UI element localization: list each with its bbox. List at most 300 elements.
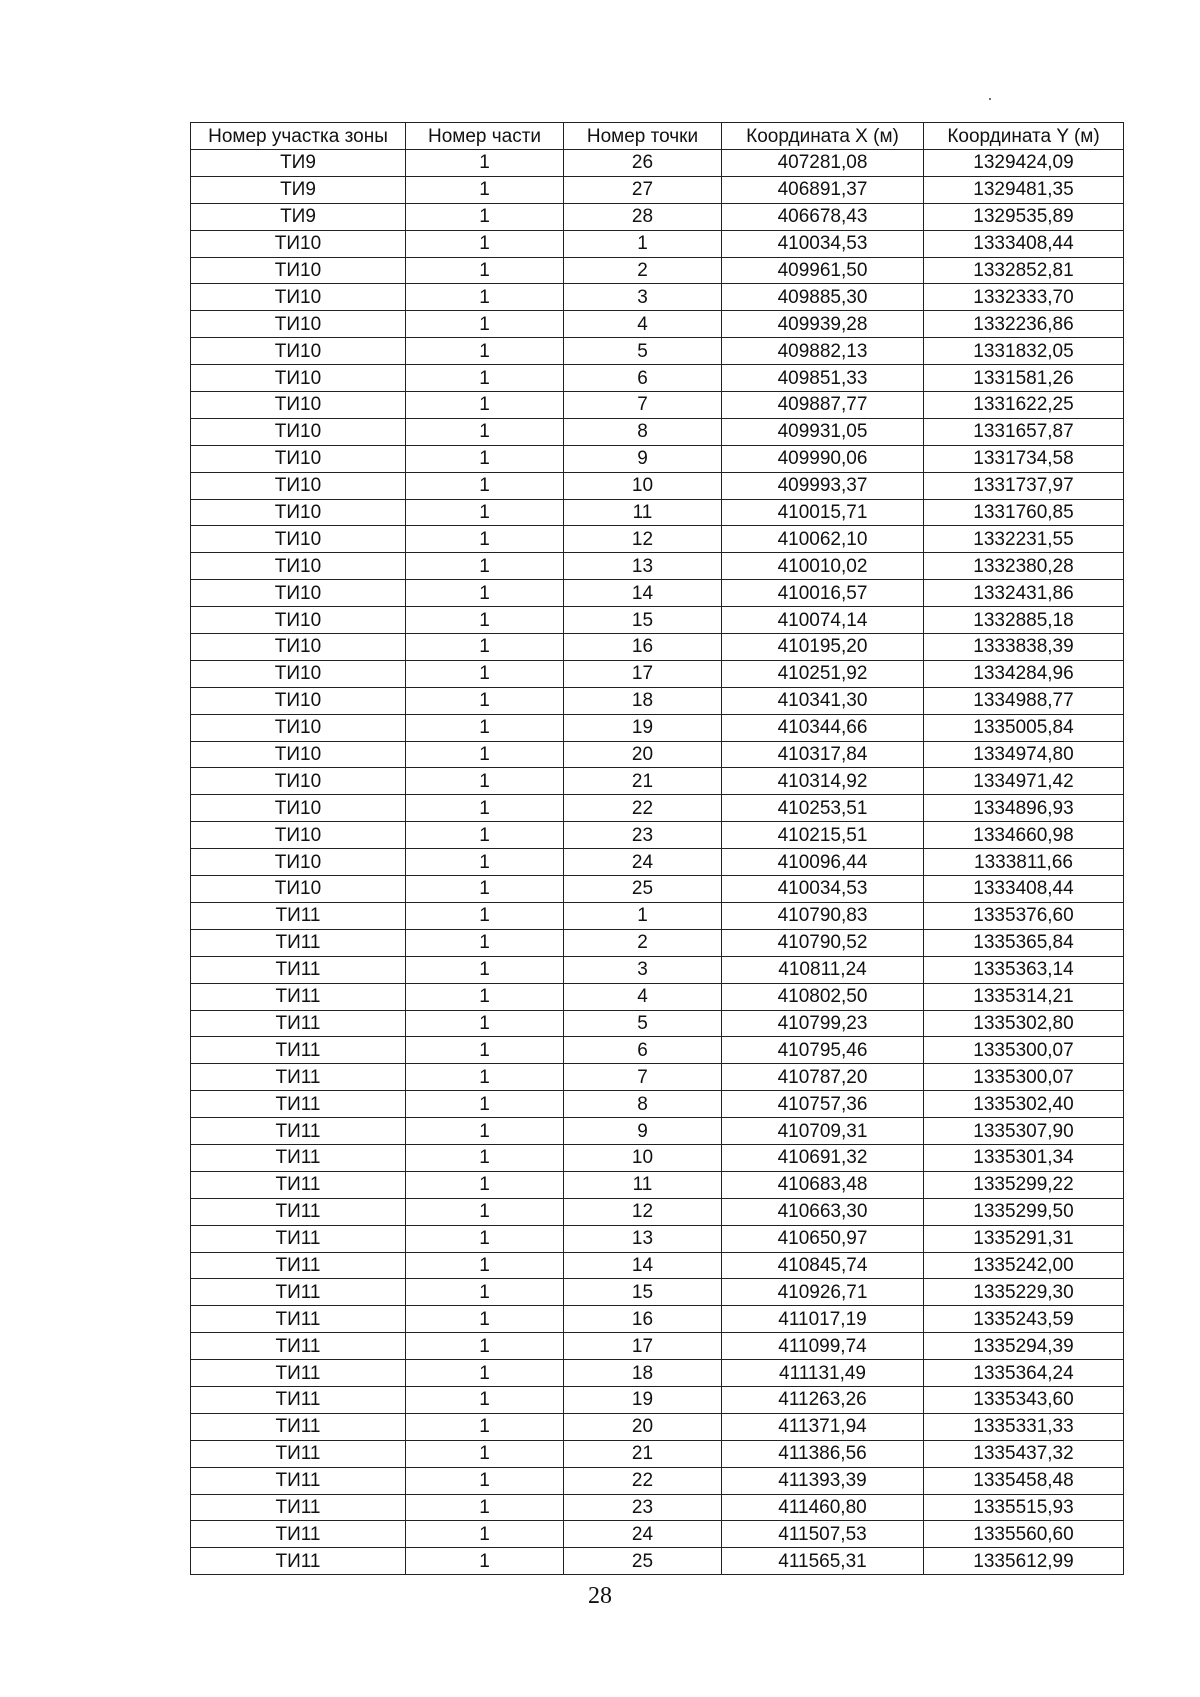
cell-part-number: 1 <box>406 176 564 203</box>
cell-coordinate-x: 410195,20 <box>722 634 924 661</box>
cell-coordinate-y: 1332333,70 <box>924 284 1124 311</box>
cell-part-number: 1 <box>406 714 564 741</box>
cell-point-number: 2 <box>564 257 722 284</box>
table-row <box>191 1413 1124 1440</box>
cell-zone-section: ТИ10 <box>191 499 406 526</box>
cell-zone-section: ТИ10 <box>191 392 406 419</box>
cell-part-number: 1 <box>406 1118 564 1145</box>
cell-zone-section: ТИ10 <box>191 822 406 849</box>
table-row <box>191 660 1124 687</box>
cell-part-number: 1 <box>406 499 564 526</box>
cell-part-number: 1 <box>406 1494 564 1521</box>
cell-point-number: 18 <box>564 1360 722 1387</box>
cell-coordinate-y: 1335300,07 <box>924 1064 1124 1091</box>
cell-coordinate-x: 410926,71 <box>722 1279 924 1306</box>
cell-zone-section: ТИ11 <box>191 1010 406 1037</box>
cell-point-number: 24 <box>564 849 722 876</box>
cell-coordinate-x: 411263,26 <box>722 1386 924 1413</box>
table-row <box>191 1386 1124 1413</box>
cell-coordinate-x: 411131,49 <box>722 1360 924 1387</box>
cell-part-number: 1 <box>406 1171 564 1198</box>
cell-coordinate-x: 409990,06 <box>722 445 924 472</box>
table-row <box>191 741 1124 768</box>
cell-point-number: 17 <box>564 1333 722 1360</box>
cell-part-number: 1 <box>406 392 564 419</box>
cell-part-number: 1 <box>406 1091 564 1118</box>
cell-part-number: 1 <box>406 1521 564 1548</box>
cell-zone-section: ТИ10 <box>191 795 406 822</box>
header-coordinate-x: Координата X (м) <box>722 123 924 150</box>
cell-coordinate-x: 410709,31 <box>722 1118 924 1145</box>
table-row <box>191 822 1124 849</box>
cell-zone-section: ТИ11 <box>191 1494 406 1521</box>
cell-zone-section: ТИ10 <box>191 607 406 634</box>
cell-point-number: 14 <box>564 1252 722 1279</box>
cell-zone-section: ТИ10 <box>191 741 406 768</box>
cell-part-number: 1 <box>406 902 564 929</box>
cell-point-number: 1 <box>564 230 722 257</box>
cell-coordinate-x: 409961,50 <box>722 257 924 284</box>
cell-coordinate-y: 1331581,26 <box>924 365 1124 392</box>
cell-part-number: 1 <box>406 1198 564 1225</box>
cell-coordinate-x: 410253,51 <box>722 795 924 822</box>
cell-coordinate-x: 410691,32 <box>722 1144 924 1171</box>
cell-coordinate-y: 1335458,48 <box>924 1467 1124 1494</box>
cell-point-number: 25 <box>564 876 722 903</box>
table-row <box>191 580 1124 607</box>
cell-zone-section: ТИ10 <box>191 230 406 257</box>
cell-zone-section: ТИ10 <box>191 580 406 607</box>
cell-point-number: 12 <box>564 1198 722 1225</box>
cell-coordinate-y: 1334974,80 <box>924 741 1124 768</box>
cell-point-number: 23 <box>564 1494 722 1521</box>
cell-coordinate-x: 410757,36 <box>722 1091 924 1118</box>
table-row <box>191 1091 1124 1118</box>
cell-point-number: 4 <box>564 311 722 338</box>
table-row <box>191 392 1124 419</box>
cell-part-number: 1 <box>406 1467 564 1494</box>
cell-part-number: 1 <box>406 580 564 607</box>
cell-coordinate-y: 1335005,84 <box>924 714 1124 741</box>
cell-coordinate-x: 411371,94 <box>722 1413 924 1440</box>
cell-zone-section: ТИ11 <box>191 1118 406 1145</box>
table-row <box>191 1225 1124 1252</box>
cell-point-number: 24 <box>564 1521 722 1548</box>
cell-coordinate-y: 1331760,85 <box>924 499 1124 526</box>
coordinates-table <box>190 122 1124 1575</box>
cell-coordinate-x: 411507,53 <box>722 1521 924 1548</box>
header-part-number: Номер части <box>406 123 564 150</box>
cell-coordinate-y: 1331734,58 <box>924 445 1124 472</box>
cell-zone-section: ТИ10 <box>191 876 406 903</box>
cell-zone-section: ТИ10 <box>191 284 406 311</box>
cell-coordinate-y: 1335229,30 <box>924 1279 1124 1306</box>
cell-zone-section: ТИ10 <box>191 338 406 365</box>
cell-part-number: 1 <box>406 822 564 849</box>
cell-coordinate-y: 1335612,99 <box>924 1548 1124 1575</box>
cell-part-number: 1 <box>406 365 564 392</box>
cell-coordinate-y: 1335291,31 <box>924 1225 1124 1252</box>
cell-coordinate-x: 406678,43 <box>722 203 924 230</box>
cell-coordinate-x: 407281,08 <box>722 150 924 177</box>
cell-point-number: 8 <box>564 418 722 445</box>
table-row <box>191 1198 1124 1225</box>
cell-zone-section: ТИ10 <box>191 472 406 499</box>
table-row <box>191 902 1124 929</box>
cell-part-number: 1 <box>406 1440 564 1467</box>
cell-part-number: 1 <box>406 445 564 472</box>
cell-coordinate-y: 1334971,42 <box>924 768 1124 795</box>
table-row <box>191 1010 1124 1037</box>
cell-coordinate-x: 410683,48 <box>722 1171 924 1198</box>
cell-part-number: 1 <box>406 230 564 257</box>
cell-point-number: 15 <box>564 607 722 634</box>
cell-zone-section: ТИ11 <box>191 1306 406 1333</box>
cell-point-number: 2 <box>564 929 722 956</box>
cell-part-number: 1 <box>406 660 564 687</box>
cell-coordinate-y: 1331832,05 <box>924 338 1124 365</box>
cell-point-number: 13 <box>564 553 722 580</box>
cell-point-number: 19 <box>564 1386 722 1413</box>
cell-point-number: 16 <box>564 1306 722 1333</box>
cell-zone-section: ТИ11 <box>191 902 406 929</box>
table-body <box>191 150 1124 1575</box>
cell-coordinate-y: 1335560,60 <box>924 1521 1124 1548</box>
cell-point-number: 17 <box>564 660 722 687</box>
cell-point-number: 22 <box>564 795 722 822</box>
cell-coordinate-x: 410215,51 <box>722 822 924 849</box>
cell-coordinate-y: 1335363,14 <box>924 956 1124 983</box>
cell-zone-section: ТИ11 <box>191 1440 406 1467</box>
cell-coordinate-x: 410010,02 <box>722 553 924 580</box>
cell-coordinate-y: 1334988,77 <box>924 687 1124 714</box>
cell-point-number: 6 <box>564 365 722 392</box>
cell-point-number: 20 <box>564 1413 722 1440</box>
cell-part-number: 1 <box>406 1333 564 1360</box>
cell-coordinate-y: 1335364,24 <box>924 1360 1124 1387</box>
table-row <box>191 634 1124 661</box>
cell-coordinate-x: 411460,80 <box>722 1494 924 1521</box>
cell-coordinate-x: 409882,13 <box>722 338 924 365</box>
scan-speck <box>989 98 991 100</box>
header-point-number: Номер точки <box>564 123 722 150</box>
table-row <box>191 1306 1124 1333</box>
table-row <box>191 338 1124 365</box>
cell-coordinate-x: 410650,97 <box>722 1225 924 1252</box>
cell-coordinate-x: 409851,33 <box>722 365 924 392</box>
cell-part-number: 1 <box>406 634 564 661</box>
cell-point-number: 11 <box>564 1171 722 1198</box>
cell-coordinate-y: 1331657,87 <box>924 418 1124 445</box>
cell-coordinate-y: 1335300,07 <box>924 1037 1124 1064</box>
cell-zone-section: ТИ11 <box>191 1360 406 1387</box>
cell-part-number: 1 <box>406 1306 564 1333</box>
cell-coordinate-x: 410074,14 <box>722 607 924 634</box>
cell-part-number: 1 <box>406 1413 564 1440</box>
table-row <box>191 284 1124 311</box>
cell-coordinate-x: 410790,52 <box>722 929 924 956</box>
cell-point-number: 22 <box>564 1467 722 1494</box>
cell-coordinate-x: 410795,46 <box>722 1037 924 1064</box>
header-zone-section: Номер участка зоны <box>191 123 406 150</box>
table-row <box>191 1467 1124 1494</box>
cell-zone-section: ТИ10 <box>191 526 406 553</box>
cell-zone-section: ТИ10 <box>191 418 406 445</box>
cell-zone-section: ТИ11 <box>191 929 406 956</box>
cell-coordinate-x: 410341,30 <box>722 687 924 714</box>
cell-point-number: 14 <box>564 580 722 607</box>
table-row <box>191 929 1124 956</box>
cell-part-number: 1 <box>406 795 564 822</box>
cell-zone-section: ТИ11 <box>191 1252 406 1279</box>
cell-coordinate-x: 406891,37 <box>722 176 924 203</box>
cell-coordinate-y: 1335299,50 <box>924 1198 1124 1225</box>
cell-coordinate-y: 1335343,60 <box>924 1386 1124 1413</box>
cell-coordinate-y: 1335437,32 <box>924 1440 1124 1467</box>
table-row <box>191 1252 1124 1279</box>
page-number: 28 <box>588 1583 612 1609</box>
cell-coordinate-y: 1333838,39 <box>924 634 1124 661</box>
table-row <box>191 849 1124 876</box>
table-row <box>191 1494 1124 1521</box>
cell-coordinate-x: 409885,30 <box>722 284 924 311</box>
cell-coordinate-x: 411565,31 <box>722 1548 924 1575</box>
cell-zone-section: ТИ10 <box>191 660 406 687</box>
cell-coordinate-y: 1332236,86 <box>924 311 1124 338</box>
cell-point-number: 25 <box>564 1548 722 1575</box>
cell-part-number: 1 <box>406 929 564 956</box>
cell-coordinate-x: 410790,83 <box>722 902 924 929</box>
cell-coordinate-x: 410251,92 <box>722 660 924 687</box>
cell-coordinate-x: 410802,50 <box>722 983 924 1010</box>
cell-point-number: 9 <box>564 445 722 472</box>
table-row <box>191 176 1124 203</box>
cell-part-number: 1 <box>406 687 564 714</box>
cell-part-number: 1 <box>406 526 564 553</box>
cell-coordinate-y: 1333811,66 <box>924 849 1124 876</box>
cell-coordinate-y: 1335299,22 <box>924 1171 1124 1198</box>
cell-part-number: 1 <box>406 1037 564 1064</box>
cell-point-number: 23 <box>564 822 722 849</box>
table-row <box>191 956 1124 983</box>
cell-point-number: 4 <box>564 983 722 1010</box>
cell-coordinate-y: 1335515,93 <box>924 1494 1124 1521</box>
cell-point-number: 9 <box>564 1118 722 1145</box>
cell-zone-section: ТИ10 <box>191 634 406 661</box>
cell-coordinate-y: 1335331,33 <box>924 1413 1124 1440</box>
cell-coordinate-y: 1335301,34 <box>924 1144 1124 1171</box>
cell-part-number: 1 <box>406 1144 564 1171</box>
cell-part-number: 1 <box>406 741 564 768</box>
table-row <box>191 1144 1124 1171</box>
cell-zone-section: ТИ10 <box>191 849 406 876</box>
cell-coordinate-y: 1332431,86 <box>924 580 1124 607</box>
cell-point-number: 12 <box>564 526 722 553</box>
cell-coordinate-y: 1331622,25 <box>924 392 1124 419</box>
cell-coordinate-y: 1332885,18 <box>924 607 1124 634</box>
cell-zone-section: ТИ11 <box>191 1333 406 1360</box>
table-row <box>191 607 1124 634</box>
cell-part-number: 1 <box>406 1252 564 1279</box>
cell-part-number: 1 <box>406 257 564 284</box>
cell-point-number: 6 <box>564 1037 722 1064</box>
cell-coordinate-x: 409887,77 <box>722 392 924 419</box>
cell-zone-section: ТИ9 <box>191 203 406 230</box>
cell-point-number: 18 <box>564 687 722 714</box>
cell-zone-section: ТИ11 <box>191 1467 406 1494</box>
table-row <box>191 983 1124 1010</box>
cell-zone-section: ТИ10 <box>191 445 406 472</box>
cell-coordinate-y: 1329535,89 <box>924 203 1124 230</box>
cell-point-number: 8 <box>564 1091 722 1118</box>
cell-point-number: 1 <box>564 902 722 929</box>
cell-coordinate-y: 1335365,84 <box>924 929 1124 956</box>
cell-coordinate-x: 409931,05 <box>722 418 924 445</box>
cell-coordinate-y: 1333408,44 <box>924 230 1124 257</box>
table-row <box>191 1118 1124 1145</box>
cell-part-number: 1 <box>406 1064 564 1091</box>
cell-zone-section: ТИ9 <box>191 176 406 203</box>
cell-point-number: 3 <box>564 956 722 983</box>
cell-part-number: 1 <box>406 150 564 177</box>
cell-zone-section: ТИ11 <box>191 1386 406 1413</box>
table-row <box>191 553 1124 580</box>
table-row <box>191 1360 1124 1387</box>
cell-zone-section: ТИ11 <box>191 1548 406 1575</box>
cell-point-number: 3 <box>564 284 722 311</box>
cell-coordinate-y: 1331737,97 <box>924 472 1124 499</box>
cell-point-number: 10 <box>564 472 722 499</box>
cell-coordinate-x: 410015,71 <box>722 499 924 526</box>
table-row <box>191 472 1124 499</box>
cell-part-number: 1 <box>406 956 564 983</box>
cell-zone-section: ТИ11 <box>191 1144 406 1171</box>
cell-zone-section: ТИ10 <box>191 687 406 714</box>
table-row <box>191 1521 1124 1548</box>
cell-point-number: 27 <box>564 176 722 203</box>
cell-point-number: 19 <box>564 714 722 741</box>
cell-part-number: 1 <box>406 284 564 311</box>
cell-coordinate-x: 410317,84 <box>722 741 924 768</box>
cell-coordinate-y: 1329481,35 <box>924 176 1124 203</box>
table-row <box>191 257 1124 284</box>
cell-part-number: 1 <box>406 203 564 230</box>
cell-zone-section: ТИ10 <box>191 714 406 741</box>
cell-coordinate-x: 410096,44 <box>722 849 924 876</box>
cell-coordinate-x: 410344,66 <box>722 714 924 741</box>
table-header-row <box>191 123 1124 150</box>
cell-coordinate-x: 410016,57 <box>722 580 924 607</box>
cell-coordinate-x: 410314,92 <box>722 768 924 795</box>
cell-point-number: 20 <box>564 741 722 768</box>
cell-coordinate-y: 1335294,39 <box>924 1333 1124 1360</box>
cell-part-number: 1 <box>406 472 564 499</box>
cell-coordinate-y: 1334284,96 <box>924 660 1124 687</box>
cell-zone-section: ТИ11 <box>191 1171 406 1198</box>
cell-part-number: 1 <box>406 768 564 795</box>
cell-coordinate-x: 411393,39 <box>722 1467 924 1494</box>
cell-zone-section: ТИ11 <box>191 983 406 1010</box>
cell-part-number: 1 <box>406 607 564 634</box>
cell-coordinate-x: 410811,24 <box>722 956 924 983</box>
table-row <box>191 795 1124 822</box>
cell-part-number: 1 <box>406 311 564 338</box>
cell-zone-section: ТИ11 <box>191 1198 406 1225</box>
cell-coordinate-y: 1334660,98 <box>924 822 1124 849</box>
cell-part-number: 1 <box>406 876 564 903</box>
cell-point-number: 5 <box>564 1010 722 1037</box>
cell-zone-section: ТИ11 <box>191 1064 406 1091</box>
table-row <box>191 714 1124 741</box>
table-row <box>191 1279 1124 1306</box>
cell-part-number: 1 <box>406 338 564 365</box>
cell-coordinate-y: 1332231,55 <box>924 526 1124 553</box>
table-row <box>191 1548 1124 1575</box>
cell-part-number: 1 <box>406 1386 564 1413</box>
cell-zone-section: ТИ11 <box>191 1225 406 1252</box>
cell-coordinate-y: 1334896,93 <box>924 795 1124 822</box>
table-row <box>191 150 1124 177</box>
cell-part-number: 1 <box>406 553 564 580</box>
cell-zone-section: ТИ11 <box>191 1279 406 1306</box>
cell-point-number: 7 <box>564 392 722 419</box>
cell-coordinate-y: 1332380,28 <box>924 553 1124 580</box>
table-row <box>191 1440 1124 1467</box>
table-row <box>191 230 1124 257</box>
cell-coordinate-y: 1335307,90 <box>924 1118 1124 1145</box>
table-row <box>191 768 1124 795</box>
cell-part-number: 1 <box>406 983 564 1010</box>
cell-coordinate-y: 1335302,80 <box>924 1010 1124 1037</box>
cell-point-number: 11 <box>564 499 722 526</box>
cell-part-number: 1 <box>406 1360 564 1387</box>
cell-coordinate-y: 1332852,81 <box>924 257 1124 284</box>
table-row <box>191 687 1124 714</box>
cell-coordinate-x: 411099,74 <box>722 1333 924 1360</box>
table-row <box>191 445 1124 472</box>
cell-coordinate-x: 409993,37 <box>722 472 924 499</box>
cell-coordinate-x: 410062,10 <box>722 526 924 553</box>
cell-coordinate-x: 411017,19 <box>722 1306 924 1333</box>
cell-point-number: 16 <box>564 634 722 661</box>
table-row <box>191 311 1124 338</box>
cell-coordinate-x: 410845,74 <box>722 1252 924 1279</box>
cell-point-number: 21 <box>564 1440 722 1467</box>
cell-coordinate-y: 1335314,21 <box>924 983 1124 1010</box>
cell-point-number: 26 <box>564 150 722 177</box>
cell-coordinate-y: 1335242,00 <box>924 1252 1124 1279</box>
cell-part-number: 1 <box>406 1548 564 1575</box>
table-row <box>191 1171 1124 1198</box>
header-coordinate-y: Координата Y (м) <box>924 123 1124 150</box>
cell-point-number: 15 <box>564 1279 722 1306</box>
cell-part-number: 1 <box>406 1010 564 1037</box>
cell-part-number: 1 <box>406 849 564 876</box>
cell-point-number: 28 <box>564 203 722 230</box>
cell-part-number: 1 <box>406 1279 564 1306</box>
table-row <box>191 418 1124 445</box>
cell-coordinate-x: 410034,53 <box>722 876 924 903</box>
cell-coordinate-y: 1335243,59 <box>924 1306 1124 1333</box>
cell-coordinate-x: 410799,23 <box>722 1010 924 1037</box>
cell-coordinate-x: 409939,28 <box>722 311 924 338</box>
cell-coordinate-y: 1335302,40 <box>924 1091 1124 1118</box>
cell-point-number: 21 <box>564 768 722 795</box>
cell-point-number: 7 <box>564 1064 722 1091</box>
table-header <box>191 123 1124 150</box>
cell-coordinate-y: 1333408,44 <box>924 876 1124 903</box>
table-row <box>191 203 1124 230</box>
